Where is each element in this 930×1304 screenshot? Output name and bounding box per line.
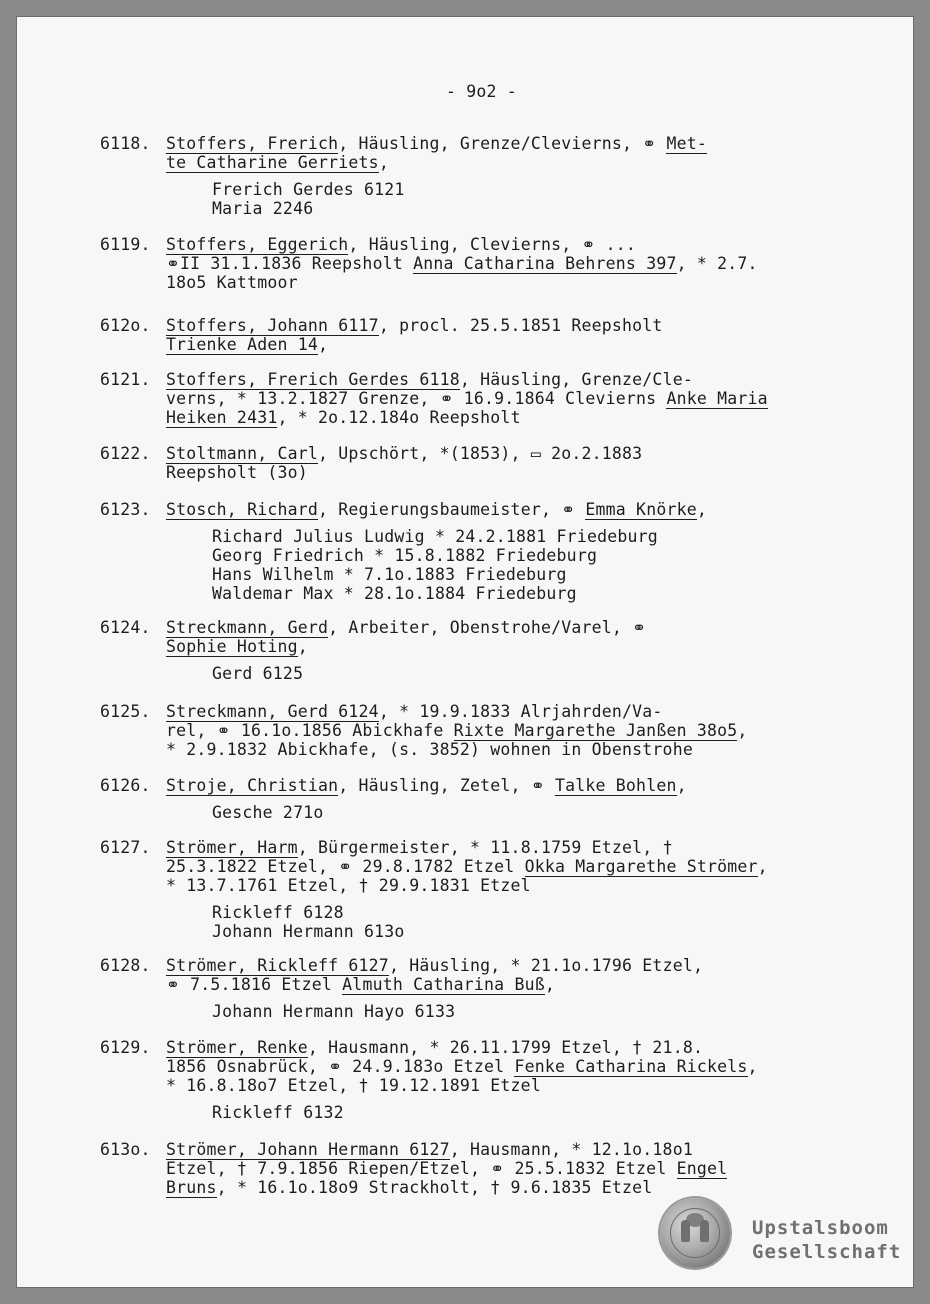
register-entry	[100, 235, 844, 292]
entry-name: Stoffers, Frerich Gerdes 6118	[166, 370, 460, 389]
entry-line	[100, 1057, 844, 1076]
entry-number: 612o.	[100, 316, 151, 335]
spouse-name: Trienke Aden 14	[166, 335, 319, 354]
seal-figure-left	[681, 1220, 690, 1242]
entry-spacer	[100, 795, 844, 803]
register-entry	[100, 702, 844, 759]
entry-number: 6126.	[100, 776, 151, 795]
register-entry	[100, 500, 844, 603]
register-entry	[100, 1038, 844, 1122]
entry-text: ,	[544, 975, 555, 994]
register-entry	[100, 134, 844, 218]
entry-text: , Regierungsbaumeister, ⚭	[318, 500, 586, 519]
entry-number: 6128.	[100, 956, 151, 975]
entry-line	[100, 316, 844, 335]
spouse-name: Fenke Catharina Rickels	[514, 1057, 748, 1076]
entry-line	[100, 370, 844, 389]
entry-line	[100, 956, 844, 975]
entry-line	[100, 463, 844, 482]
entry-number: 6129.	[100, 1038, 151, 1057]
register-entry	[100, 316, 844, 354]
spouse-name: Met-	[666, 134, 708, 153]
entry-line	[100, 776, 844, 795]
entry-line	[100, 1178, 844, 1197]
entry-text: ⚭II 31.1.1836 Reepsholt	[166, 254, 414, 273]
spouse-name: te Catharine Gerriets	[166, 153, 379, 172]
page-number: - 9o2 -	[446, 82, 517, 101]
spouse-name: Anna Catharina Behrens 397	[413, 254, 677, 273]
entry-text: , Häusling, Clevierns, ⚭ ...	[348, 235, 637, 254]
document-page	[16, 16, 914, 1288]
entry-name: Strömer, Rickleff 6127	[166, 956, 389, 975]
entry-text: 1856 Osnabrück, ⚭ 24.9.183o Etzel	[166, 1057, 515, 1076]
child-line: Frerich Gerdes 6121	[212, 180, 405, 199]
entry-line	[100, 335, 844, 354]
entry-line	[100, 1140, 844, 1159]
child-line: Georg Friedrich * 15.8.1882 Friedeburg	[212, 546, 598, 565]
entry-name: Streckmann, Gerd	[166, 618, 329, 637]
entry-spacer	[100, 1095, 844, 1103]
entry-text: , Häusling, * 21.1o.1796 Etzel,	[388, 956, 704, 975]
spouse-name: Heiken 2431	[166, 408, 278, 427]
spouse-name: Almuth Catharina Buß	[342, 975, 545, 994]
logo-line-1: Upstalsboom	[752, 1217, 889, 1239]
entry-text: ,	[757, 857, 768, 876]
entry-name: Stoffers, Frerich	[166, 134, 339, 153]
entry-number: 6122.	[100, 444, 151, 463]
spouse-name: Rixte Margarethe Janßen 38o5	[453, 721, 738, 740]
entry-line	[100, 618, 844, 637]
entry-text: , * 2.7.	[676, 254, 758, 273]
entry-line	[100, 134, 844, 153]
entry-line	[100, 975, 844, 994]
entry-text: , procl. 25.5.1851 Reepsholt	[378, 316, 663, 335]
seal-figure-right	[700, 1220, 709, 1242]
register-entry	[100, 618, 844, 683]
entry-text: , Häusling, Grenze/Cle-	[459, 370, 693, 389]
entry-text: , Bürgermeister, * 11.8.1759 Etzel, †	[297, 838, 673, 857]
register-entry	[100, 1140, 844, 1197]
entry-text: * 16.8.18o7 Etzel, † 19.12.1891 Etzel	[166, 1076, 541, 1095]
entry-text: Etzel, † 7.9.1856 Riepen/Etzel, ⚭ 25.5.1832 Etzel	[166, 1159, 677, 1178]
entry-text: , Upschört, *(1853), ▭ 2o.2.1883	[318, 444, 643, 463]
child-line: Rickleff 6132	[212, 1103, 344, 1122]
entry-line	[100, 254, 844, 273]
entry-name: Stosch, Richard	[166, 500, 319, 519]
entry-text: ,	[378, 153, 389, 172]
child-line: Johann Hermann Hayo 6133	[212, 1002, 456, 1021]
entry-text: , Häusling, Zetel, ⚭	[338, 776, 555, 795]
entry-number: 6119.	[100, 235, 151, 254]
entry-text: ,	[318, 335, 329, 354]
entry-text: , Hausmann, * 26.11.1799 Etzel, † 21.8.	[307, 1038, 704, 1057]
entry-name: Strömer, Renke	[166, 1038, 308, 1057]
entry-line	[100, 1159, 844, 1178]
entry-number: 6121.	[100, 370, 151, 389]
entry-name: Strömer, Harm	[166, 838, 298, 857]
entry-line	[100, 273, 844, 292]
entry-spacer	[100, 895, 844, 903]
entry-spacer	[100, 519, 844, 527]
entry-text: , Hausmann, * 12.1o.18o1	[449, 1140, 693, 1159]
entry-name: Stoffers, Eggerich	[166, 235, 349, 254]
child-line: Richard Julius Ludwig * 24.2.1881 Friedeburg	[212, 527, 658, 546]
entry-text: , * 19.9.1833 Alrjahrden/Va-	[378, 702, 663, 721]
entry-line	[100, 740, 844, 759]
entry-number: 6118.	[100, 134, 151, 153]
entry-text: 25.3.1822 Etzel, ⚭ 29.8.1782 Etzel	[166, 857, 525, 876]
entry-spacer	[100, 994, 844, 1002]
entry-text: * 2.9.1832 Abickhafe, (s. 3852) wohnen in Obenstrohe	[166, 740, 693, 759]
entry-text: rel, ⚭ 16.1o.1856 Abickhafe	[166, 721, 454, 740]
entry-number: 6123.	[100, 500, 151, 519]
spouse-name: Emma Knörke	[585, 500, 697, 519]
entry-text: , * 2o.12.184o Reepsholt	[277, 408, 521, 427]
entry-text: ,	[676, 776, 687, 795]
entry-number: 613o.	[100, 1140, 151, 1159]
entry-name: Stoltmann, Carl	[166, 444, 319, 463]
entry-text: ,	[747, 1057, 758, 1076]
entry-number: 6127.	[100, 838, 151, 857]
entry-text: verns, * 13.2.1827 Grenze, ⚭ 16.9.1864 Clevierns	[166, 389, 667, 408]
child-line: Waldemar Max * 28.1o.1884 Friedeburg	[212, 584, 577, 603]
entry-line	[100, 1076, 844, 1095]
child-line: Gerd 6125	[212, 664, 304, 683]
entry-spacer	[100, 172, 844, 180]
child-line: Johann Hermann 613o	[212, 922, 405, 941]
entry-line	[100, 389, 844, 408]
entry-line	[100, 838, 844, 857]
spouse-name: Bruns	[166, 1178, 217, 1197]
entry-text: , * 16.1o.18o9 Strackholt, † 9.6.1835 Etzel	[216, 1178, 653, 1197]
entry-text: ,	[297, 637, 308, 656]
entry-line	[100, 444, 844, 463]
entry-line	[100, 1038, 844, 1057]
entry-name: Stoffers, Johann 6117	[166, 316, 379, 335]
entry-text: , Häusling, Grenze/Clevierns, ⚭	[338, 134, 667, 153]
register-entry	[100, 776, 844, 822]
logo-line-2: Gesellschaft	[752, 1241, 902, 1263]
entry-text: * 13.7.1761 Etzel, † 29.9.1831 Etzel	[166, 876, 531, 895]
entry-text: ,	[737, 721, 748, 740]
entry-line	[100, 876, 844, 895]
entry-text: ,	[696, 500, 708, 519]
register-entry	[100, 956, 844, 1021]
entry-name: Stroje, Christian	[166, 776, 339, 795]
entry-name: Strömer, Johann Hermann 6127	[166, 1140, 450, 1159]
society-logo-text	[752, 1216, 901, 1264]
society-seal-icon	[660, 1198, 730, 1268]
entry-line	[100, 500, 844, 519]
entry-line	[100, 702, 844, 721]
register-entry	[100, 838, 844, 941]
child-line: Gesche 271o	[212, 803, 324, 822]
entry-line	[100, 408, 844, 427]
entry-line	[100, 235, 844, 254]
spouse-name: Okka Margarethe Strömer	[524, 857, 758, 876]
entry-number: 6125.	[100, 702, 151, 721]
entry-line	[100, 153, 844, 172]
child-line: Maria 2246	[212, 199, 314, 218]
entry-text: Reepsholt (3o)	[166, 463, 308, 482]
entry-spacer	[100, 656, 844, 664]
entry-text: ⚭ 7.5.1816 Etzel	[166, 975, 343, 994]
child-line: Hans Wilhelm * 7.1o.1883 Friedeburg	[212, 565, 567, 584]
register-entry	[100, 444, 844, 482]
entry-name: Streckmann, Gerd 6124	[166, 702, 379, 721]
entry-text: 18o5 Kattmoor	[166, 273, 298, 292]
child-line: Rickleff 6128	[212, 903, 344, 922]
spouse-name: Sophie Hoting	[166, 637, 298, 656]
spouse-name: Engel	[676, 1159, 728, 1178]
entry-line	[100, 637, 844, 656]
spouse-name: Anke Maria	[666, 389, 768, 408]
entry-line	[100, 857, 844, 876]
spouse-name: Talke Bohlen	[554, 776, 677, 795]
register-entry	[100, 370, 844, 427]
entry-text: , Arbeiter, Obenstrohe/Varel, ⚭	[328, 618, 647, 637]
entry-number: 6124.	[100, 618, 151, 637]
entry-line	[100, 721, 844, 740]
